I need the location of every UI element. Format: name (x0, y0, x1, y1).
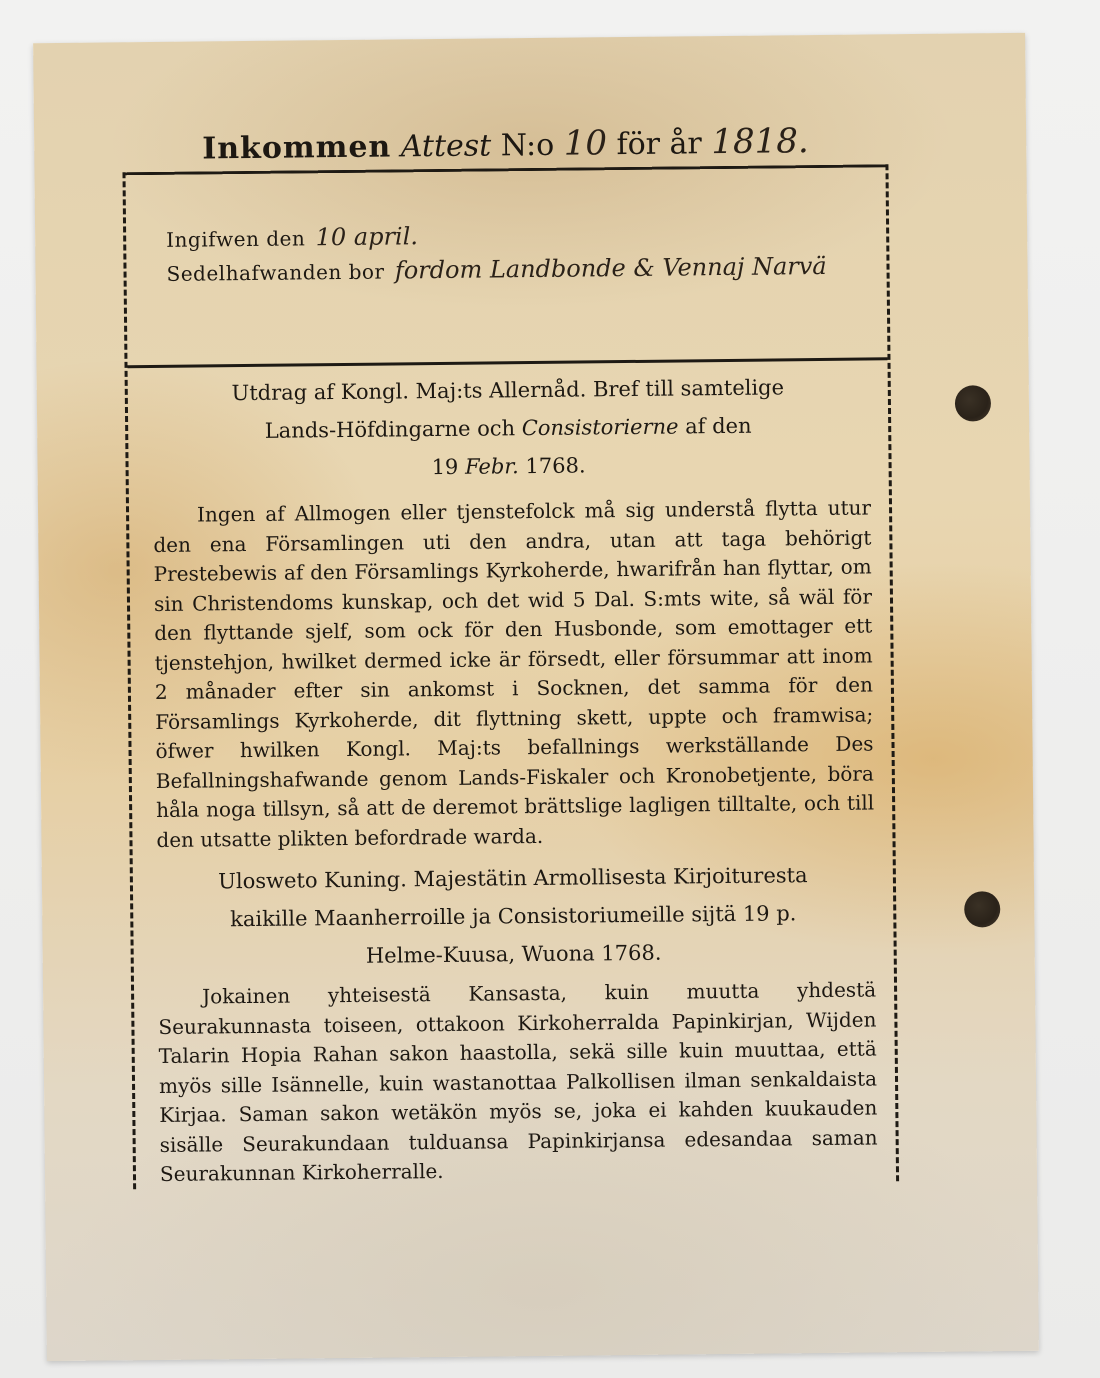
finnish-title-line1: Ulosweto Kuning. Majestätin Armollisesta Kirjoituresta (218, 863, 808, 894)
finnish-title-line2: kaikille Maanherroille ja Consistoriumeille sijtä 19 p. (230, 901, 797, 932)
swedish-title-line1: Utdrag af Kongl. Maj:ts Allernåd. Bref till samtelige (231, 375, 785, 406)
swedish-title-line2-c: af den (685, 413, 752, 439)
swedish-date-month: Febr. (464, 454, 519, 479)
swedish-title-date (168, 444, 848, 489)
printed-frame (122, 164, 899, 1189)
received-value: 10 april. (315, 222, 419, 252)
header-number-label: N:o (500, 127, 555, 164)
punch-hole-lower (964, 891, 1000, 927)
resident-label: Sedelhafwanden bor (166, 259, 385, 286)
header-year-label: för år (616, 126, 702, 163)
punch-hole-upper (955, 385, 991, 421)
swedish-title-line2-a: Lands-Höfdingarne och (264, 416, 516, 443)
swedish-body: Ingen af Allmogen eller tjenstefolck må sig understå flytta utur den ena Församlingen uti den andra, utan att taga behörigt Prestebewis af den Församlings Kyrkoherde, hwarifrån han flyttar, om sin Christendoms kunskap, och det wid 5 Dal. S:mts wite, så wäl för den flyttande sjelf, som ock för den Husbonde, som emottager ett tjenstehjon, hwilket dermed icke är försedt, eller försummar att inom 2 månader efter sin ankomst i Socknen, det samma för den Församlings Kyrkoherde, dit flyttning skett, uppte och framwisa; öfwer hwilken Kongl. Maj:ts befallnings werkställande Des Befallningshafwande genom Lands-Fiskaler och Kronobetjente, böra håla noga tillsyn, så att de deremot brättslige lagligen tilltalte, och till den utsatte plikten befordrade warda. (153, 495, 875, 852)
swedish-title-line2-b: Consistorierne (521, 414, 679, 441)
header-attest: Attest (400, 128, 492, 165)
header-number: 10 (563, 123, 608, 164)
finnish-body: Jokainen yhteisestä Kansasta, kuin muutta yhdestä Seurakunnasta toiseen, ottakoon Kirkoherralda Papinkirjan, Wijden Talarin Hopia Rahan sakon haastolla, sekä sille kuin muuttaa, että myös sille Isännelle, kuin wastanottaa Palkollisen ilman senkaldaista Kirjaa. Saman sakon wetäkön myös se, joka ei kahden kuukauden sisälle Seurakundaan tulduansa Papinkirjansa edesandaa saman Seurakunnan Kirkoherralle. (158, 977, 878, 1186)
swedish-title (168, 368, 849, 489)
header-year: 1818. (711, 121, 809, 163)
header-prefix: Inkommen (202, 129, 392, 167)
resident-row (166, 252, 826, 287)
swedish-date-day: 19 (431, 454, 459, 480)
received-label: Ingifwen den (166, 226, 306, 252)
finnish-title (173, 856, 854, 977)
section-divider (128, 357, 888, 368)
finnish-title-line3: Helme-Kuusa, Wuona 1768. (365, 940, 662, 968)
swedish-date-year: 1768. (525, 453, 586, 479)
received-row (166, 222, 418, 253)
resident-value: fordom Landbonde & Vennaj Narvä (394, 251, 827, 285)
certificate-sheet (33, 33, 1039, 1361)
swedish-title-line2 (168, 406, 848, 451)
